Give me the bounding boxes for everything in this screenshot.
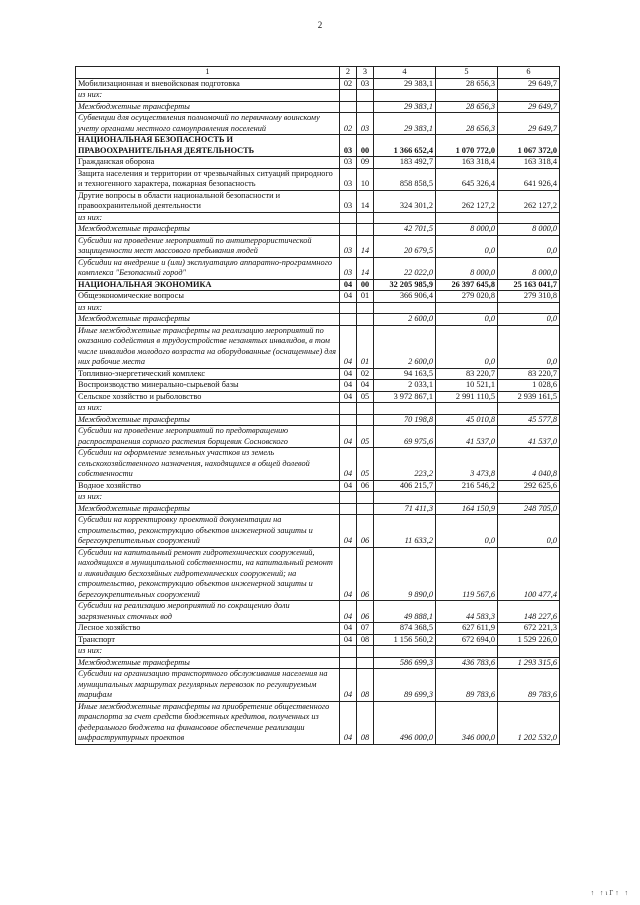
amount-col5-cell: 672 694,0 (436, 634, 498, 646)
section-code-cell: 03 (340, 257, 357, 279)
amount-col6-cell: 25 163 041,7 (498, 279, 560, 291)
amount-col6-cell: 292 625,6 (498, 480, 560, 492)
amount-col5-cell: 1 070 772,0 (436, 135, 498, 157)
budget-table (75, 66, 560, 745)
amount-col6-cell: 248 705,0 (498, 503, 560, 515)
amount-col4-cell: 89 699,3 (374, 669, 436, 702)
row-name-cell: из них: (76, 302, 340, 314)
section-code-cell: 04 (340, 515, 357, 548)
amount-col6-cell: 0,0 (498, 515, 560, 548)
amount-col4-cell (374, 90, 436, 102)
amount-col6-cell: 89 783,6 (498, 669, 560, 702)
amount-col6-cell: 1 028,6 (498, 380, 560, 392)
row-name-cell: из них: (76, 90, 340, 102)
amount-col5-cell: 262 127,2 (436, 190, 498, 212)
amount-col4-cell: 70 198,8 (374, 414, 436, 426)
table-row (76, 426, 560, 448)
table-row (76, 302, 560, 314)
amount-col4-cell: 29 383,1 (374, 78, 436, 90)
table-row (76, 168, 560, 190)
subsection-code-cell: 05 (357, 391, 374, 403)
row-name-cell: Топливно-энергетический комплекс (76, 368, 340, 380)
row-name-cell: Гражданская оборона (76, 157, 340, 169)
amount-col5-cell: 0,0 (436, 515, 498, 548)
amount-col6-cell: 641 926,4 (498, 168, 560, 190)
row-name-cell: Межбюджетные трансферты (76, 414, 340, 426)
subsection-code-cell: 10 (357, 168, 374, 190)
table-row (76, 212, 560, 224)
subsection-code-cell: 05 (357, 448, 374, 481)
section-code-cell (340, 492, 357, 504)
amount-col5-cell: 28 656,3 (436, 78, 498, 90)
row-name-cell: Общеэкономические вопросы (76, 291, 340, 303)
amount-col5-cell: 645 326,4 (436, 168, 498, 190)
row-name-cell: Субсидии на корректировку проектной документации на строительство, реконструкцию объектов инженерной защиты и берегоукрепительных сооружений (76, 515, 340, 548)
section-code-cell: 04 (340, 480, 357, 492)
table-row (76, 547, 560, 601)
table-row (76, 90, 560, 102)
table-row (76, 368, 560, 380)
amount-col5-cell: 26 397 645,8 (436, 279, 498, 291)
table-row (76, 224, 560, 236)
row-name-cell: Транспорт (76, 634, 340, 646)
amount-col4-cell: 9 890,0 (374, 547, 436, 601)
amount-col4-cell: 183 492,7 (374, 157, 436, 169)
section-code-cell (340, 657, 357, 669)
amount-col5-cell: 28 656,3 (436, 101, 498, 113)
row-name-cell: Субсидии на проведение мероприятий по антитеррористической защищенности мест массового пребывания людей (76, 235, 340, 257)
row-name-cell: Защита населения и территории от чрезвычайных ситуаций природного и техногенного характера, пожарная безопасность (76, 168, 340, 190)
subsection-code-cell: 00 (357, 279, 374, 291)
table-row (76, 601, 560, 623)
table-row (76, 448, 560, 481)
amount-col4-cell (374, 492, 436, 504)
amount-col6-cell: 1 529 226,0 (498, 634, 560, 646)
subsection-code-cell: 08 (357, 669, 374, 702)
section-code-cell (340, 212, 357, 224)
table-row (76, 380, 560, 392)
table-row (76, 403, 560, 415)
table-header-row (76, 67, 560, 79)
table-row (76, 113, 560, 135)
amount-col6-cell (498, 646, 560, 658)
amount-col6-cell: 4 040,8 (498, 448, 560, 481)
amount-col5-cell: 627 611,9 (436, 623, 498, 635)
amount-col6-cell: 41 537,0 (498, 426, 560, 448)
row-name-cell: Субсидии на оформление земельных участков из земель сельскохозяйственного назначения, находящихся в общей долевой собственности (76, 448, 340, 481)
table-row (76, 414, 560, 426)
table-row (76, 701, 560, 744)
amount-col4-cell: 32 205 985,9 (374, 279, 436, 291)
page-number: 2 (317, 20, 323, 30)
row-name-cell: Межбюджетные трансферты (76, 314, 340, 326)
row-name-cell: НАЦИОНАЛЬНАЯ ЭКОНОМИКА (76, 279, 340, 291)
table-row (76, 279, 560, 291)
amount-col5-cell: 10 521,1 (436, 380, 498, 392)
section-code-cell (340, 646, 357, 658)
subsection-code-cell: 00 (357, 135, 374, 157)
header-cell: 1 (76, 67, 340, 79)
subsection-code-cell: 06 (357, 515, 374, 548)
table-row (76, 657, 560, 669)
section-code-cell: 04 (340, 448, 357, 481)
amount-col4-cell: 94 163,5 (374, 368, 436, 380)
amount-col6-cell: 1 067 372,0 (498, 135, 560, 157)
header-cell: 2 (340, 67, 357, 79)
amount-col6-cell: 29 649,7 (498, 113, 560, 135)
section-code-cell (340, 414, 357, 426)
section-code-cell: 04 (340, 426, 357, 448)
amount-col6-cell: 148 227,6 (498, 601, 560, 623)
amount-col4-cell: 858 858,5 (374, 168, 436, 190)
amount-col5-cell: 119 567,6 (436, 547, 498, 601)
section-code-cell: 04 (340, 325, 357, 368)
section-code-cell: 04 (340, 368, 357, 380)
amount-col6-cell (498, 90, 560, 102)
row-name-cell: Межбюджетные трансферты (76, 101, 340, 113)
amount-col4-cell: 29 383,1 (374, 101, 436, 113)
amount-col5-cell: 0,0 (436, 235, 498, 257)
table-row (76, 492, 560, 504)
subsection-code-cell (357, 212, 374, 224)
footer-mark: ↑ ↑ιΓ↑ ↑ (590, 889, 630, 897)
subsection-code-cell: 07 (357, 623, 374, 635)
subsection-code-cell: 14 (357, 257, 374, 279)
row-name-cell: Субсидии на внедрение и (или) эксплуатацию аппаратно-программного комплекса "Безопасный город" (76, 257, 340, 279)
amount-col4-cell: 2 600,0 (374, 314, 436, 326)
section-code-cell (340, 403, 357, 415)
amount-col5-cell: 279 020,8 (436, 291, 498, 303)
row-name-cell: Сельское хозяйство и рыболовство (76, 391, 340, 403)
subsection-code-cell: 06 (357, 480, 374, 492)
amount-col5-cell: 45 010,8 (436, 414, 498, 426)
row-name-cell: Водное хозяйство (76, 480, 340, 492)
section-code-cell (340, 302, 357, 314)
amount-col4-cell: 71 411,3 (374, 503, 436, 515)
subsection-code-cell (357, 90, 374, 102)
row-name-cell: Субсидии на организацию транспортного обслуживания населения на муниципальных маршрутах регулярных перевозок по регулируемым тарифам (76, 669, 340, 702)
subsection-code-cell: 08 (357, 701, 374, 744)
row-name-cell: Иные межбюджетные трансферты на приобретение общественного транспорта за счет средств бюджетных кредитов, полученных из федерального бюджета на финансовое обеспечение реализации инфраструктурных проектов (76, 701, 340, 744)
row-name-cell: Межбюджетные трансферты (76, 224, 340, 236)
section-code-cell: 04 (340, 380, 357, 392)
section-code-cell (340, 503, 357, 515)
table-row (76, 157, 560, 169)
table-row (76, 135, 560, 157)
section-code-cell: 03 (340, 190, 357, 212)
amount-col4-cell: 20 679,5 (374, 235, 436, 257)
amount-col5-cell: 346 000,0 (436, 701, 498, 744)
amount-col6-cell: 163 318,4 (498, 157, 560, 169)
subsection-code-cell (357, 403, 374, 415)
row-name-cell: Субсидии на реализацию мероприятий по сокращению доли загрязненных сточных вод (76, 601, 340, 623)
amount-col5-cell (436, 403, 498, 415)
amount-col5-cell: 216 546,2 (436, 480, 498, 492)
row-name-cell: Межбюджетные трансферты (76, 503, 340, 515)
table-row (76, 257, 560, 279)
amount-col5-cell (436, 90, 498, 102)
subsection-code-cell: 03 (357, 78, 374, 90)
amount-col4-cell: 496 000,0 (374, 701, 436, 744)
subsection-code-cell (357, 646, 374, 658)
amount-col4-cell: 586 699,3 (374, 657, 436, 669)
subsection-code-cell (357, 302, 374, 314)
header-cell: 6 (498, 67, 560, 79)
table-row (76, 669, 560, 702)
table-row (76, 325, 560, 368)
amount-col5-cell: 436 783,6 (436, 657, 498, 669)
amount-col6-cell: 0,0 (498, 235, 560, 257)
amount-col5-cell: 89 783,6 (436, 669, 498, 702)
section-code-cell: 03 (340, 157, 357, 169)
table-row (76, 291, 560, 303)
amount-col6-cell (498, 212, 560, 224)
section-code-cell: 04 (340, 279, 357, 291)
amount-col4-cell: 49 888,1 (374, 601, 436, 623)
amount-col4-cell: 11 633,2 (374, 515, 436, 548)
table-row (76, 314, 560, 326)
table-row (76, 646, 560, 658)
section-code-cell: 03 (340, 168, 357, 190)
row-name-cell: Воспроизводство минерально-сырьевой базы (76, 380, 340, 392)
amount-col5-cell: 83 220,7 (436, 368, 498, 380)
amount-col6-cell: 279 310,8 (498, 291, 560, 303)
header-cell: 5 (436, 67, 498, 79)
amount-col4-cell: 223,2 (374, 448, 436, 481)
subsection-code-cell: 04 (357, 380, 374, 392)
amount-col4-cell: 22 022,0 (374, 257, 436, 279)
amount-col6-cell: 1 202 532,0 (498, 701, 560, 744)
amount-col5-cell: 0,0 (436, 325, 498, 368)
amount-col6-cell: 0,0 (498, 325, 560, 368)
amount-col6-cell: 262 127,2 (498, 190, 560, 212)
amount-col6-cell: 2 939 161,5 (498, 391, 560, 403)
amount-col6-cell: 1 293 315,6 (498, 657, 560, 669)
row-name-cell: из них: (76, 212, 340, 224)
section-code-cell (340, 101, 357, 113)
section-code-cell (340, 224, 357, 236)
subsection-code-cell: 14 (357, 235, 374, 257)
subsection-code-cell: 03 (357, 113, 374, 135)
table-row (76, 391, 560, 403)
subsection-code-cell (357, 657, 374, 669)
amount-col5-cell: 0,0 (436, 314, 498, 326)
row-name-cell: НАЦИОНАЛЬНАЯ БЕЗОПАСНОСТЬ И ПРАВООХРАНИТЕЛЬНАЯ ДЕЯТЕЛЬНОСТЬ (76, 135, 340, 157)
amount-col6-cell: 29 649,7 (498, 101, 560, 113)
amount-col6-cell (498, 403, 560, 415)
amount-col6-cell: 8 000,0 (498, 257, 560, 279)
section-code-cell (340, 314, 357, 326)
amount-col6-cell: 100 477,4 (498, 547, 560, 601)
amount-col5-cell: 164 150,9 (436, 503, 498, 515)
amount-col4-cell: 3 972 867,1 (374, 391, 436, 403)
header-cell: 4 (374, 67, 436, 79)
amount-col4-cell: 874 368,5 (374, 623, 436, 635)
amount-col6-cell (498, 302, 560, 314)
subsection-code-cell (357, 503, 374, 515)
table-row (76, 480, 560, 492)
table-row (76, 235, 560, 257)
table-row (76, 101, 560, 113)
table-row (76, 515, 560, 548)
amount-col6-cell: 0,0 (498, 314, 560, 326)
row-name-cell: Лесное хозяйство (76, 623, 340, 635)
section-code-cell: 02 (340, 113, 357, 135)
row-name-cell: Иные межбюджетные трансферты на реализацию мероприятий по оказанию содействия в трудоустройстве незанятых инвалидов, в том числе инвалидов молодого возраста на оборудованные (оснащенные) для них рабочие места (76, 325, 340, 368)
amount-col4-cell: 324 301,2 (374, 190, 436, 212)
row-name-cell: Субсидии на капитальный ремонт гидротехнических сооружений, находящихся в муниципальной собственности, на капитальный ремонт и ликвидацию бесхозяйных гидротехнических сооружений; на строительство, реконструкцию объектов инженерной защиты и берегоукрепительных сооружений (76, 547, 340, 601)
amount-col6-cell: 672 221,3 (498, 623, 560, 635)
subsection-code-cell: 06 (357, 601, 374, 623)
table-row (76, 634, 560, 646)
amount-col5-cell (436, 492, 498, 504)
row-name-cell: Субсидии на проведение мероприятий по предотвращению распространения сорного растения борщевик Сосновского (76, 426, 340, 448)
amount-col6-cell: 29 649,7 (498, 78, 560, 90)
section-code-cell: 04 (340, 291, 357, 303)
subsection-code-cell (357, 101, 374, 113)
section-code-cell (340, 90, 357, 102)
amount-col5-cell (436, 646, 498, 658)
subsection-code-cell (357, 224, 374, 236)
section-code-cell: 04 (340, 634, 357, 646)
amount-col5-cell: 44 583,3 (436, 601, 498, 623)
row-name-cell: Субвенции для осуществления полномочий по первичному воинскому учету органами местного самоуправления поселений (76, 113, 340, 135)
subsection-code-cell: 01 (357, 291, 374, 303)
amount-col5-cell (436, 212, 498, 224)
subsection-code-cell: 01 (357, 325, 374, 368)
amount-col4-cell (374, 646, 436, 658)
amount-col5-cell: 3 473,8 (436, 448, 498, 481)
table-row (76, 190, 560, 212)
amount-col4-cell: 366 906,4 (374, 291, 436, 303)
section-code-cell: 04 (340, 601, 357, 623)
amount-col4-cell: 69 975,6 (374, 426, 436, 448)
amount-col5-cell (436, 302, 498, 314)
amount-col5-cell: 8 000,0 (436, 257, 498, 279)
amount-col5-cell: 163 318,4 (436, 157, 498, 169)
subsection-code-cell: 08 (357, 634, 374, 646)
section-code-cell: 03 (340, 235, 357, 257)
amount-col5-cell: 8 000,0 (436, 224, 498, 236)
section-code-cell: 04 (340, 391, 357, 403)
subsection-code-cell: 06 (357, 547, 374, 601)
row-name-cell: Межбюджетные трансферты (76, 657, 340, 669)
amount-col6-cell: 45 577,8 (498, 414, 560, 426)
amount-col4-cell (374, 403, 436, 415)
amount-col4-cell: 2 600,0 (374, 325, 436, 368)
section-code-cell: 04 (340, 623, 357, 635)
section-code-cell: 04 (340, 701, 357, 744)
amount-col4-cell (374, 212, 436, 224)
amount-col5-cell: 2 991 110,5 (436, 391, 498, 403)
row-name-cell: Другие вопросы в области национальной безопасности и правоохранительной деятельности (76, 190, 340, 212)
amount-col6-cell: 8 000,0 (498, 224, 560, 236)
header-cell: 3 (357, 67, 374, 79)
amount-col6-cell (498, 492, 560, 504)
amount-col4-cell: 42 701,5 (374, 224, 436, 236)
subsection-code-cell: 02 (357, 368, 374, 380)
subsection-code-cell (357, 314, 374, 326)
subsection-code-cell (357, 492, 374, 504)
amount-col5-cell: 41 537,0 (436, 426, 498, 448)
table-row (76, 503, 560, 515)
table-row (76, 78, 560, 90)
amount-col6-cell: 83 220,7 (498, 368, 560, 380)
subsection-code-cell: 09 (357, 157, 374, 169)
amount-col4-cell (374, 302, 436, 314)
row-name-cell: из них: (76, 492, 340, 504)
table-row (76, 623, 560, 635)
amount-col4-cell: 29 383,1 (374, 113, 436, 135)
row-name-cell: из них: (76, 646, 340, 658)
section-code-cell: 02 (340, 78, 357, 90)
amount-col4-cell: 1 156 560,2 (374, 634, 436, 646)
row-name-cell: из них: (76, 403, 340, 415)
section-code-cell: 04 (340, 547, 357, 601)
subsection-code-cell: 05 (357, 426, 374, 448)
amount-col4-cell: 1 366 652,4 (374, 135, 436, 157)
section-code-cell: 04 (340, 669, 357, 702)
section-code-cell: 03 (340, 135, 357, 157)
amount-col4-cell: 406 215,7 (374, 480, 436, 492)
row-name-cell: Мобилизационная и вневойсковая подготовка (76, 78, 340, 90)
amount-col5-cell: 28 656,3 (436, 113, 498, 135)
amount-col4-cell: 2 033,1 (374, 380, 436, 392)
subsection-code-cell: 14 (357, 190, 374, 212)
subsection-code-cell (357, 414, 374, 426)
